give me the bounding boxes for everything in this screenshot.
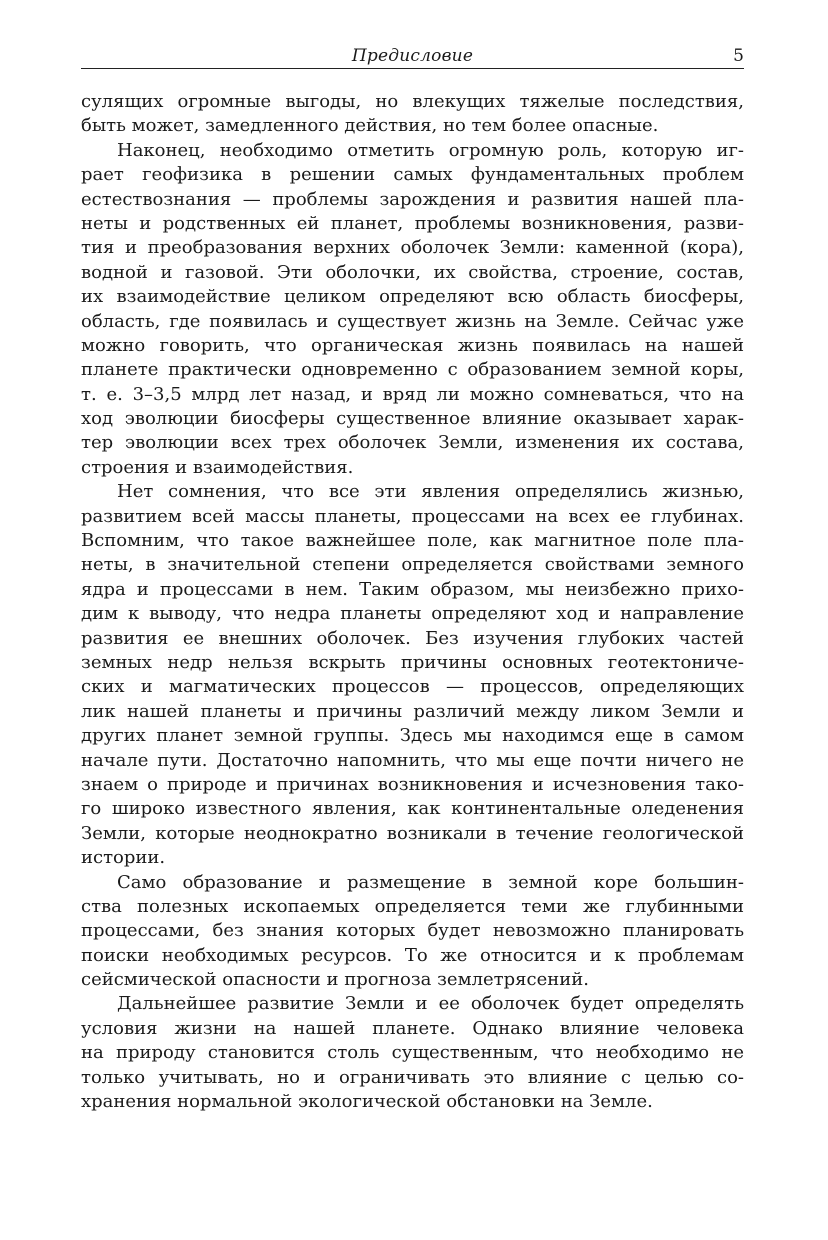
text-line: поиски необходимых ресурсов. То же относится и к проблемам [81, 944, 744, 966]
text-line: процессами, без знания которых будет невозможно планировать [81, 920, 744, 942]
text-line: Само образование и размещение в земной коре большин- [117, 871, 744, 893]
text-line: Наконец, необходимо отметить огромную роль, которую иг- [117, 139, 744, 161]
text-line: истории. [81, 847, 166, 869]
text-line: область, где появилась и существует жизнь на Земле. Сейчас уже [81, 310, 744, 332]
text-line: других планет земной группы. Здесь мы находимся еще в самом [81, 725, 744, 747]
text-line: неты, в значительной степени определяется свойствами земного [81, 554, 744, 576]
text-line: рает геофизика в решении самых фундаментальных проблем [81, 164, 744, 186]
page-number: 5 [733, 46, 744, 66]
text-line: естествознания — проблемы зарождения и развития нашей пла- [81, 188, 744, 210]
text-line: только учитывать, но и ограничивать это влияние с целью со- [81, 1066, 744, 1088]
text-line: знаем о природе и причинах возникновения и исчезновения тако- [81, 773, 744, 795]
text-line: Нет сомнения, что все эти явления определялись жизнью, [117, 481, 744, 503]
text-line: тер эволюции всех трех оболочек Земли, изменения их состава, [81, 432, 744, 454]
text-line: развитием всей массы планеты, процессами на всех ее глубинах. [81, 505, 744, 527]
text-line: Дальнейшее развитие Земли и ее оболочек будет определять [117, 993, 744, 1015]
text-line: на природу становится столь существенным, что необходимо не [81, 1042, 744, 1064]
text-line: планете практически одновременно с образованием земной коры, [81, 359, 744, 381]
text-line: лик нашей планеты и причины различий между ликом Земли и [81, 700, 744, 722]
text-line: можно говорить, что органическая жизнь появилась на нашей [81, 334, 744, 356]
text-line: Земли, которые неоднократно возникали в течение геологической [81, 822, 744, 844]
text-line: неты и родственных ей планет, проблемы возникновения, разви- [81, 212, 744, 234]
text-line: Вспомним, что такое важнейшее поле, как магнитное поле пла- [81, 530, 744, 552]
text-line: земных недр нельзя вскрыть причины основных геотектониче- [81, 651, 744, 673]
text-line: ских и магматических процессов — процессов, определяющих [81, 676, 744, 698]
text-line: хранения нормальной экологической обстановки на Земле. [81, 1091, 653, 1113]
text-line: т. е. 3–3,5 млрд лет назад, и вряд ли можно сомневаться, что на [81, 383, 744, 405]
text-line: ход эволюции биосферы существенное влияние оказывает харак- [81, 408, 744, 430]
text-line: ства полезных ископаемых определяется теми же глубинными [81, 895, 744, 917]
text-line: тия и преобразования верхних оболочек Земли: каменной (кора), [81, 237, 744, 259]
text-line: начале пути. Достаточно напомнить, что мы еще почти ничего не [81, 749, 744, 771]
text-line: дим к выводу, что недра планеты определяют ход и направление [81, 603, 744, 625]
text-line: сейсмической опасности и прогноза землетрясений. [81, 969, 589, 991]
text-line: их взаимодействие целиком определяют всю область биосферы, [81, 286, 744, 308]
text-line: быть может, замедленного действия, но тем более опасные. [81, 115, 659, 137]
text-line: ядра и процессами в нем. Таким образом, мы неизбежно прихо- [81, 578, 744, 600]
text-line: развития ее внешних оболочек. Без изучения глубоких частей [81, 627, 744, 649]
text-line: строения и взаимодействия. [81, 456, 354, 478]
text-line: условия жизни на нашей планете. Однако влияние человека [81, 1017, 744, 1039]
body-text [81, 90, 744, 1114]
text-line: водной и газовой. Эти оболочки, их свойства, строение, состав, [81, 261, 744, 283]
text-line: го широко известного явления, как континентальные оледенения [81, 798, 744, 820]
text-line: сулящих огромные выгоды, но влекущих тяжелые последствия, [81, 91, 744, 112]
running-header [81, 44, 744, 69]
running-title: Предисловие [351, 46, 474, 66]
